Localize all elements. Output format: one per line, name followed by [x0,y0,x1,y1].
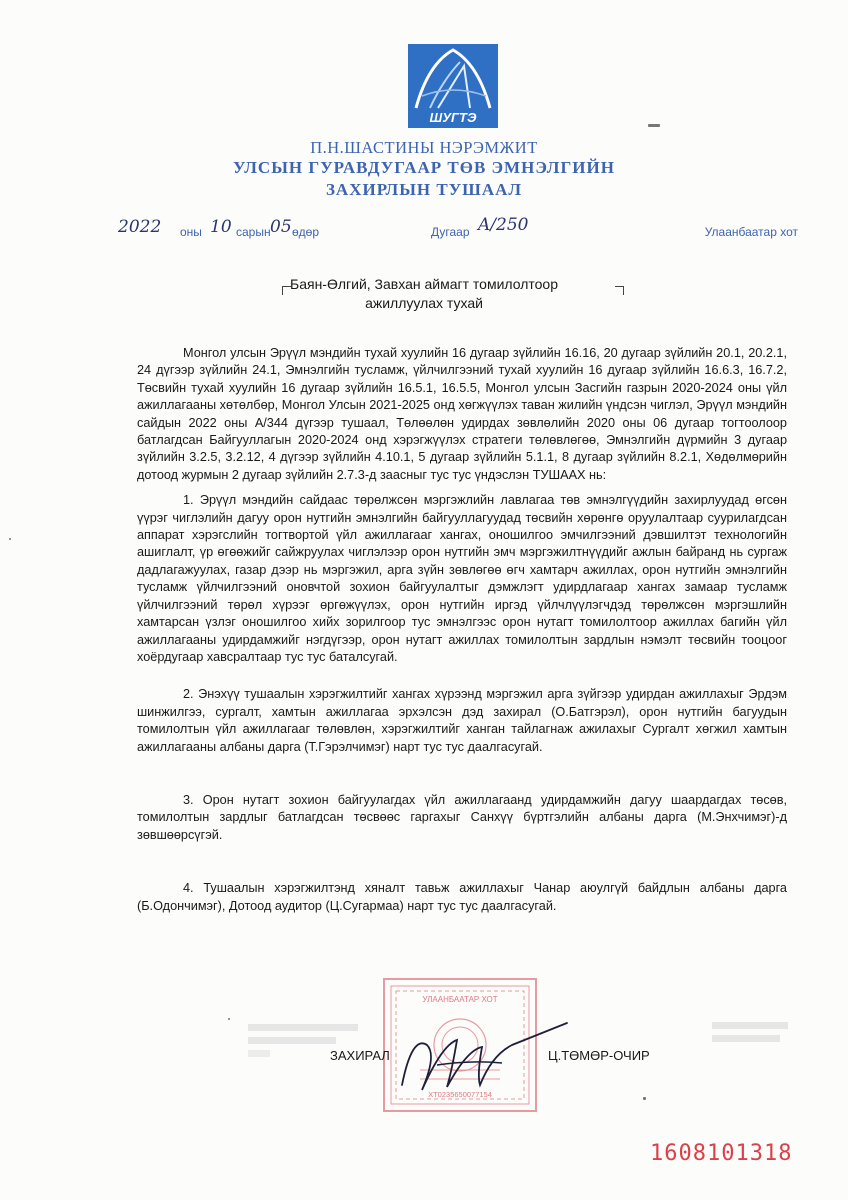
scan-speck [9,538,11,540]
scan-speck [648,124,660,127]
order-item-3: 3. Орон нутагт зохион байгуулагдах үйл ажиллагаанд удирдамжийн дагуу шаардагдах төсөв, томилолтын зардлыг батлагдсан төсвөөс гаргахыг Санхүү бүртгэлийн албаны дарга (М.Энхчимэг)-д зөвшөөрсүгэй. [137,792,787,842]
order-item-1: 1. Эрүүл мэндийн сайдаас төрөлжсөн мэргэжлийн лавлагаа төв эмнэлгүүдийн захирлуудад өгсөн үүрэг чиглэлийн дагуу орон нутгийн эмнэлгийн байгууллагуудад төсвийн хөрөнгө оруулалтаар суурилагдсан аппарат хэрэгслийн тогтвортой үйл ажиллагааг хангах, оношилгоо эмчилгээний дэвшилтэт технологийн ашиглалт, үр өгөөжийг сайжруулах чиглэлээр орон нутгийн эмч мэргэжилтнүүдийг ажлын байранд нь сургаж дадлагажуулах, газар дээр нь мэргэжил, арга зүйн зөвлөгөө өгч хамтарч ажиллах, орон нутгийн эмнэлгийн тусламж үйлчилгээний оновчтой зохион байгуулалтыг дэмжлэгт удирдлагаар хангах замаар тусламж үйлчилгээний төрөл хүрээг өргөжүүлэх, орон нутгийн иргэд үйлчлүүлэгчдэд төрөлжсөн мэргэшлийн хамтарсан үзлэг оношилгоо хийх зорилгоор тус эмнэлгээс орон нутагт томилолтоор ажиллах багийн үйл ажиллагааны удирдамжийг нэгдүгээр, орон нутагт ажиллах томилолтын зардлын нэмэлт төсвийн тооцоог хоёрдугаар хавсралтаар тус тус баталсугай. [137,493,787,664]
order-item-2: 2. Энэхүү тушаалын хэрэгжилтийг хангах хүрээнд мэргэжил арга зүйгээр удирдан ажиллахыг Эрдэм шинжилгээ, сургалт, хамтын ажиллагаа эрхэлсэн дэд захирал (О.Батгэрэл), орон нутгийн багуудын томилолтын үйл ажиллагааг төлөвлөн, хэрэгжилтийг ханган тайлагнаж ажилахыг Сургалт хөгжил хамтын ажиллагааны албаны дарга (Т.Гэрэлчимэг) нарт тус тус даалгасугай. [137,687,787,754]
signatory-title: ЗАХИРАЛ [330,1048,390,1063]
date-day: 05 [270,217,292,237]
org-name-line2: УЛСЫН ГУРАВДУГААР ТӨВ ЭМНЭЛГИЙН [233,158,615,177]
director-signature [382,1015,572,1100]
date-month: 10 [210,217,232,237]
order-number-label: Дугаар [431,225,470,239]
logo-text: ШУГТЭ [429,110,477,125]
order-number: A/250 [478,215,529,235]
order-item-4: 4. Тушаалын хэрэгжилтэнд хяналт тавьж ажиллахыг Чанар аюулгүй байдлын албаны дарга (Б.Одончимэг), Дотоод аудитор (Ц.Сугармаа) нарт тус тус даалгасугай. [137,881,787,913]
preamble-paragraph: Монгол улсын Эрүүл мэндийн тухай хуулийн 16 дугаар зүйлийн 16.16, 20 дугаар зүйлийн 20.1, 20.2.1, 24 дүгээр зүйлийн 24.1, Эмнэлгийн тусламж, үйлчилгээний тухай хуулийн 16 дугаар зүйлийн 16.6.3, 16.7.2, Төсвийн тухай хуулийн 16 дугаар зүйлийн 16.5.1, 16.5.5, Монгол улсын Засгийн газрын 2020-2024 оны үйл ажиллагааны хөтөлбөр, Монгол Улсын 2021-2025 онд хөгжүүлэх таван жилийн үндсэн чиглэл, Эрүүл мэндийн сайдын 2022 оны А/344 дүгээр тушаал, Төлөөлөн удирдах зөвлөлийн 2020 оны 06 дугаар тогтоолоор батлагдсан Байгууллагын 2020-2024 онд хэрэгжүүлэх стратеги төлөвлөгөө, Эмнэлгийн дүрмийн 3 дугаар зүйлийн 3.2.5, 3.2.12, 4 дүгээр зүйлийн 4.10.1, 5 дугаар зүйлийн 5.1.1, 8 дугаар зүйлийн 8.2.1, Хөдөлмөрийн дотоод журмын 2 дугаар зүйлийн 2.7.3-д заасныг тус тус үндэслэн ТУШААХ нь: [137,346,787,482]
stamp-text-top: УЛААНБААТАР ХОТ [422,995,498,1004]
registration-number: 1608101318 [650,1141,793,1166]
date-number-row [118,217,798,241]
date-year-label: оны [180,225,202,239]
date-day-label: өдөр [292,225,320,239]
org-name-line1: П.Н.ШАСТИНЫ НЭРЭМЖИТ [310,138,538,157]
order-subject [0,275,848,313]
city: Улаанбаатар хот [704,225,798,239]
stamp-text-bottom: ХТ0235650077154 [428,1090,492,1099]
subject-line2: ажиллуулах тухай [365,295,483,311]
subject-line1: Баян-Өлгий, Завхан аймагт томилолтоор [290,276,558,292]
scan-speck [228,1018,230,1020]
document-type-title: ЗАХИРЛЫН ТУШААЛ [325,180,523,199]
order-body [137,345,787,915]
scan-speck [643,1097,646,1100]
date-year: 2022 [118,217,162,237]
hospital-logo [408,44,498,128]
signatory-name: Ц.ТӨМӨР-ОЧИР [548,1048,650,1063]
date-month-label: сарын [236,225,271,239]
bleed-through-text-right [712,1018,788,1044]
